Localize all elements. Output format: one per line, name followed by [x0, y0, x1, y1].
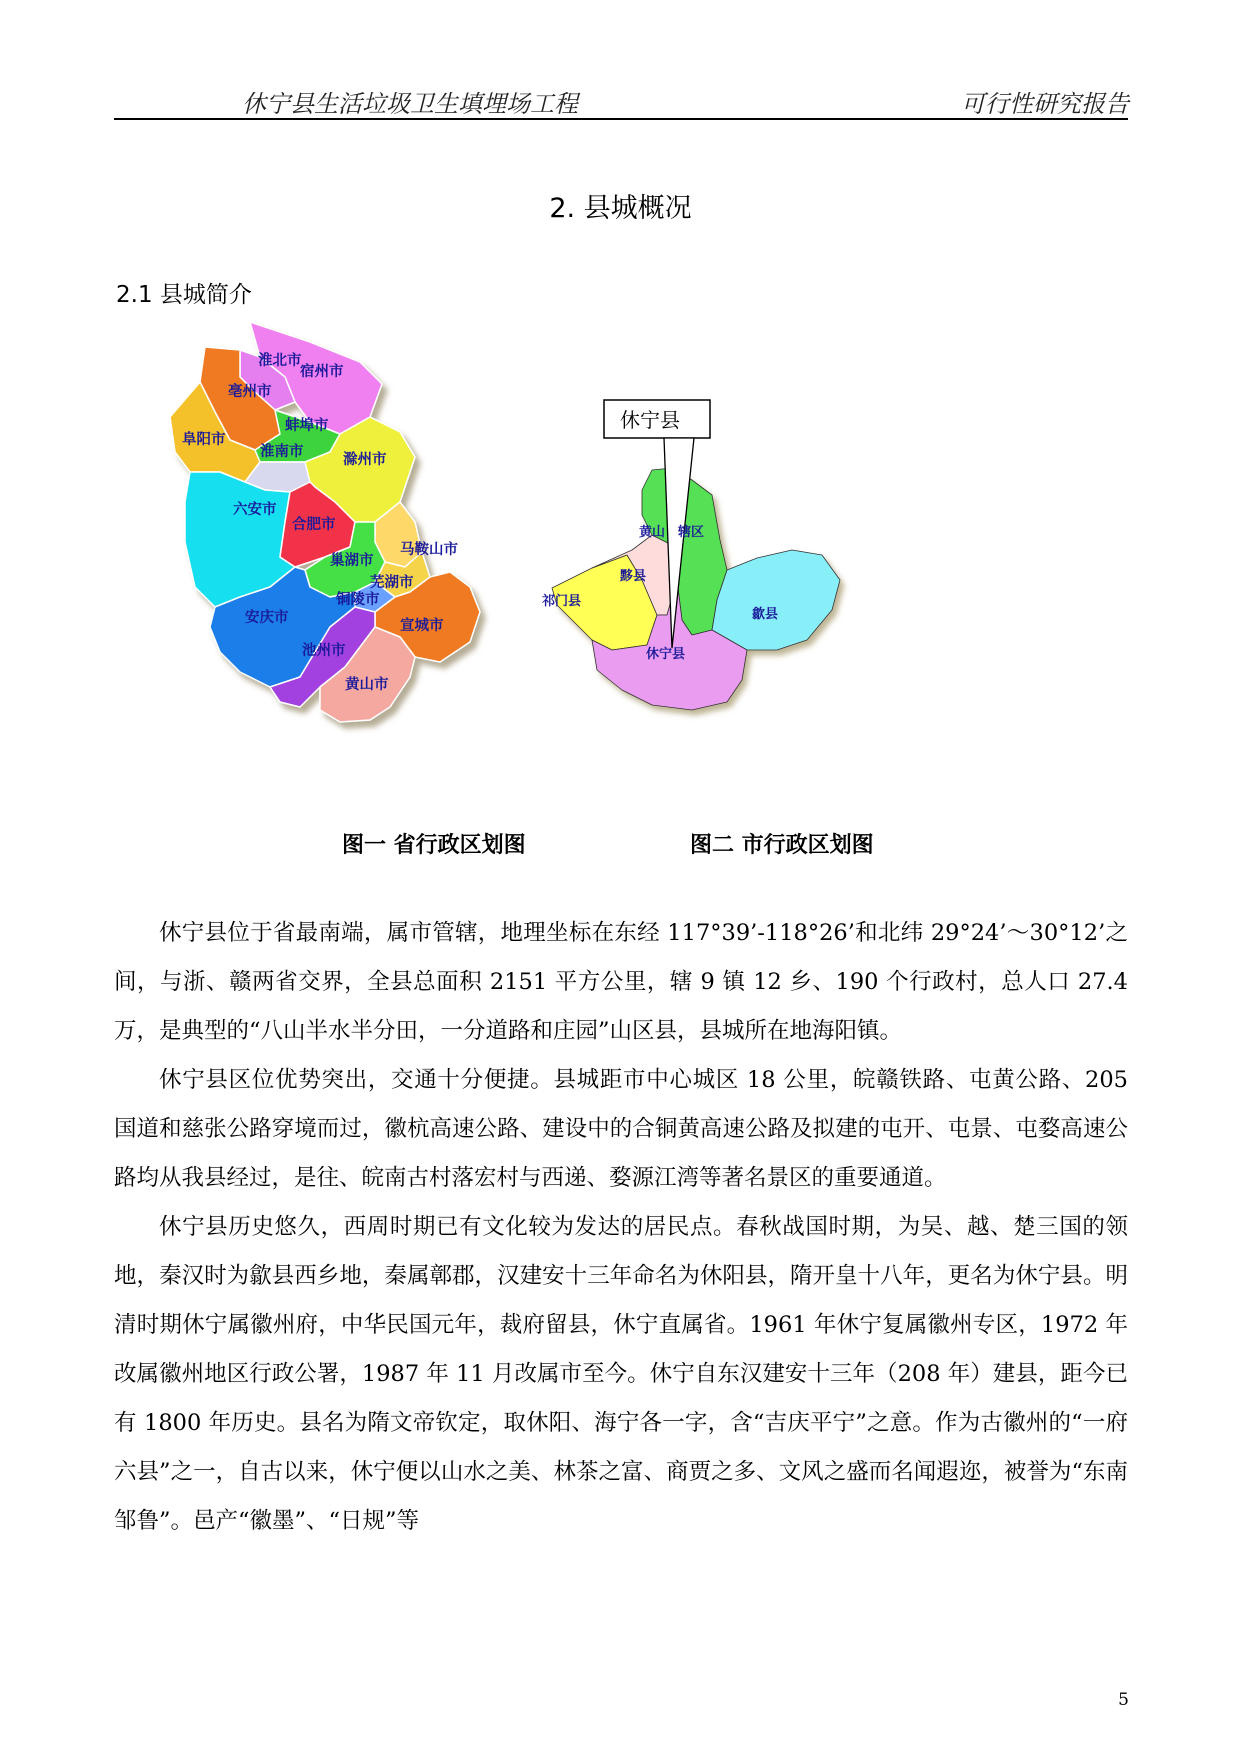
body-text [114, 909, 1128, 1546]
city-map [542, 408, 952, 816]
label-xuancheng: 宣城市 [400, 618, 444, 634]
label-bengbu: 蚌埠市 [285, 418, 329, 434]
label-hefei: 合肥市 [292, 517, 336, 533]
label-wuhu: 芜湖市 [370, 575, 414, 591]
callout-label: 休宁县 [620, 408, 680, 432]
header-title-right: 可行性研究报告 [961, 90, 1129, 118]
province-map [160, 322, 550, 812]
figure1-caption: 图一 省行政区划图 [342, 833, 526, 858]
label-suzhou: 宿州市 [300, 364, 344, 380]
section-title: 2. 县城概况 [549, 193, 692, 224]
label-yixian: 黟县 [620, 569, 647, 584]
label-maanshan: 马鞍山市 [400, 542, 458, 558]
subsection-title: 2.1 县城简介 [116, 282, 252, 308]
paragraph: 休宁县历史悠久，西周时期已有文化较为发达的居民点。春秋战国时期，为吴、越、楚三国的领地，秦汉时为歙县西乡地，秦属鄣郡，汉建安十三年命名为休阳县，隋开皇十八年，更名为休宁县。明清时期休宁属徽州府，中华民国元年，裁府留县，休宁直属省。1961 年休宁复属徽州专区，1972 年改属徽州地区行政公署，1987 年 11 月改属市至今。休宁自东汉建安十三年（208 年）建县，距今已有 1800 年历史。县名为隋文帝钦定，取休阳、海宁各一字，含“吉庆平宁”之意。作为古徽州的“一府六县”之一，自古以来，休宁便以山水之美、林茶之富、商贾之多、文风之盛而名闻遐迩，被誉为“东南邹鲁”。邑产“徽墨”、“日规”等 [114, 1214, 1128, 1534]
label-bozhou: 亳州市 [228, 384, 272, 400]
figure2-caption: 图二 市行政区划图 [690, 833, 874, 858]
page-number: 5 [1118, 1690, 1129, 1710]
label-huangshanqu-right: 辖区 [678, 525, 705, 540]
label-xiuning: 休宁县 [646, 647, 686, 662]
label-huaibei: 淮北市 [258, 353, 302, 369]
header-title-left: 休宁县生活垃圾卫生填埋场工程 [242, 90, 578, 118]
paragraph: 休宁县位于省最南端，属市管辖，地理坐标在东经 117°39’-118°26’和北纬 29°24’～30°12’之间，与浙、赣两省交界，全县总面积 2151 平方公里，辖 9 镇 12 乡、190 个行政村，总人口 27.4 万，是典型的“八山半水半分田，一分道路和庄园”山区县，县城所在地海阳镇。 [114, 920, 1128, 1044]
label-tongling: 铜陵市 [336, 592, 380, 608]
paragraph: 休宁县区位优势突出，交通十分便捷。县城距市中心城区 18 公里，皖赣铁路、屯黄公路、205 国道和慈张公路穿境而过，徽杭高速公路、建设中的合铜黄高速公路及拟建的屯开、屯景、屯婺高速公路均从我县经过，是往、皖南古村落宏村与西递、婺源江湾等著名景区的重要通道。 [114, 1067, 1128, 1191]
header-divider [114, 118, 1128, 120]
label-huangshanqu-left: 黄山 [639, 525, 666, 540]
label-huangshan: 黄山市 [345, 677, 389, 693]
label-qimen: 祁门县 [542, 594, 582, 609]
label-anqing: 安庆市 [245, 610, 289, 626]
label-chuzhou: 滁州市 [343, 452, 387, 468]
label-chaohu: 巢湖市 [330, 553, 374, 569]
label-huainan: 淮南市 [260, 444, 304, 460]
label-fuyang: 阜阳市 [182, 432, 226, 448]
region-shexian [712, 550, 840, 650]
label-luan: 六安市 [233, 502, 277, 518]
label-chizhou: 池州市 [302, 643, 346, 659]
label-shexian: 歙县 [752, 607, 779, 622]
